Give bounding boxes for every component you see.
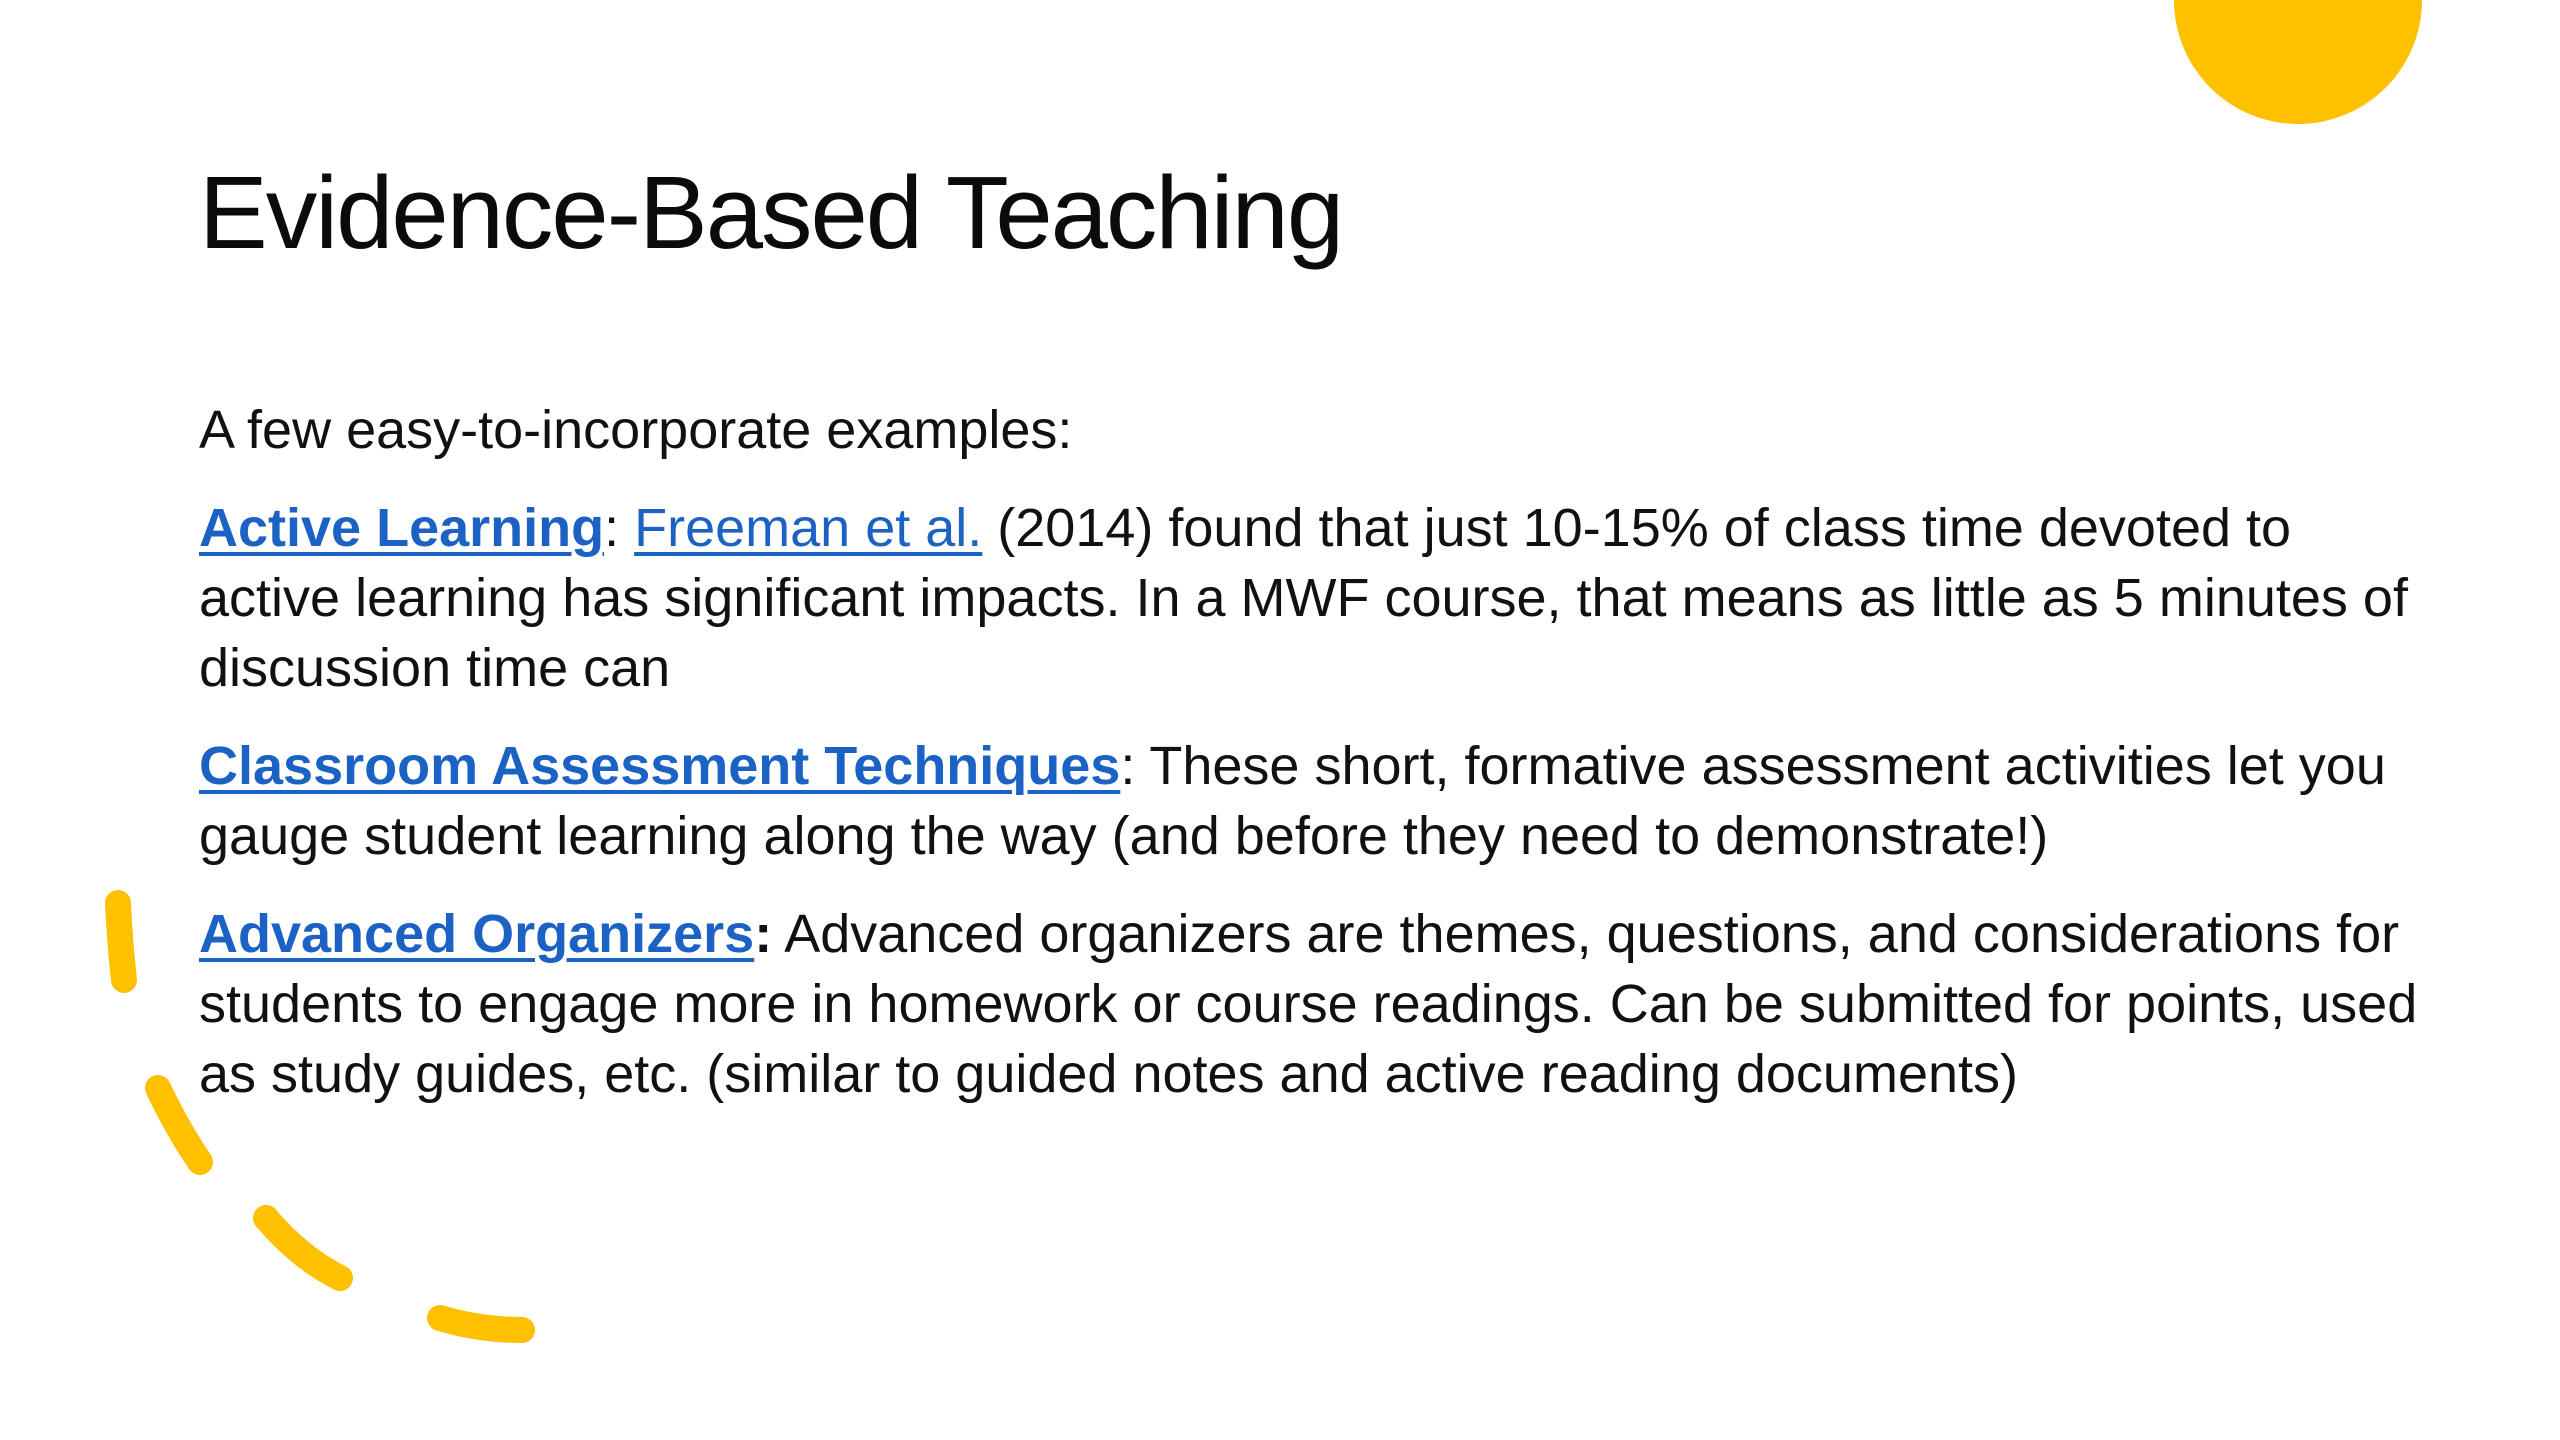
intro-text: A few easy-to-incorporate examples: bbox=[199, 400, 1073, 460]
item-description: (2014) found that just 10-15% of class time devoted to active learning has significant impacts. In a MWF course, that means as little as 5 minutes of discussion time can bbox=[199, 498, 2408, 698]
item-separator: : bbox=[1120, 736, 1150, 796]
item-active-learning bbox=[199, 493, 2439, 703]
slide-title: Evidence-Based Teaching bbox=[199, 155, 1343, 270]
item-separator: : bbox=[604, 498, 635, 558]
item-description: Advanced organizers are themes, questions, and considerations for students to engage more in homework or course readings. Can be submitted for points, used as study guides, etc. (similar to guided notes and active reading documents) bbox=[199, 904, 2418, 1104]
slide-body bbox=[199, 395, 2439, 1137]
item-separator: : bbox=[754, 904, 773, 964]
item-advanced-organizers bbox=[199, 899, 2439, 1109]
item-classroom-assessment bbox=[199, 731, 2439, 871]
advanced-organizers-link[interactable]: Advanced Organizers bbox=[199, 904, 755, 964]
classroom-assessment-link[interactable]: Classroom Assessment Techniques bbox=[199, 736, 1121, 796]
item-description: These short, formative assessment activities let you gauge student learning along the way (and before they need to demonstrate!) bbox=[199, 736, 2386, 866]
accent-circle-decoration bbox=[2174, 0, 2422, 124]
active-learning-link[interactable]: Active Learning bbox=[199, 498, 605, 558]
freeman-citation-link[interactable]: Freeman et al. bbox=[634, 498, 983, 558]
